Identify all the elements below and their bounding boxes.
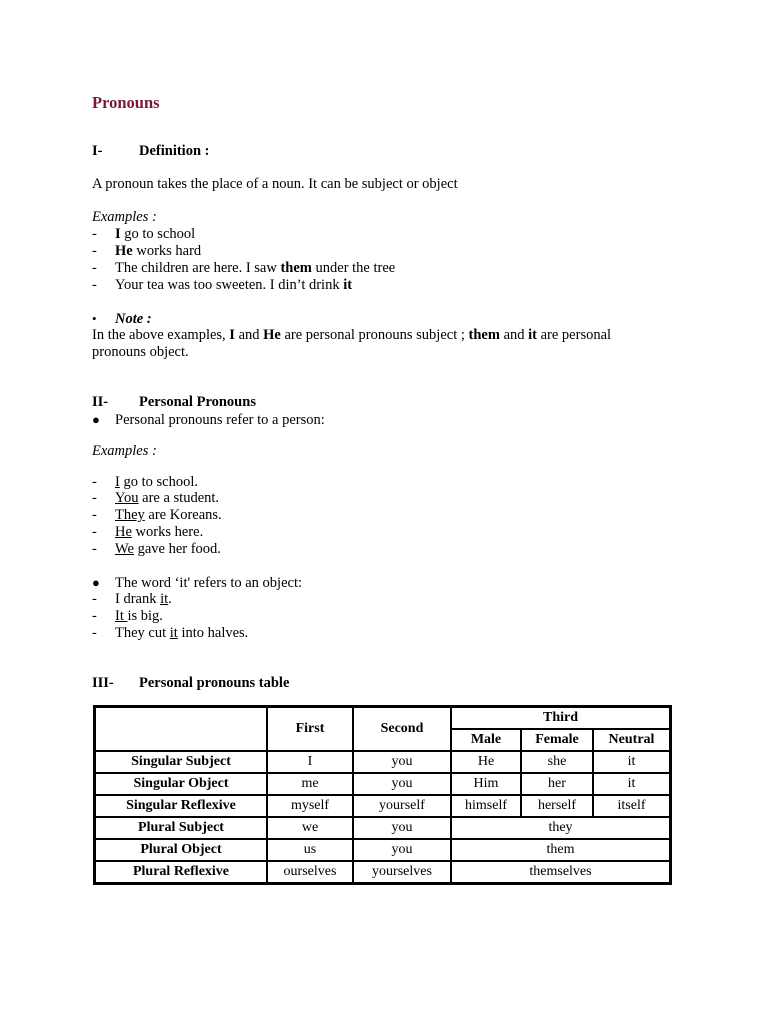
table-row (95, 751, 670, 773)
table-row (95, 773, 670, 795)
section-1-title: Definition : (139, 143, 210, 159)
table-cell: himself (451, 795, 521, 817)
list-item: - He works hard (92, 243, 202, 259)
table-cell: her (521, 773, 593, 795)
row-header: Singular Object (95, 773, 267, 795)
table-cell: herself (521, 795, 593, 817)
table-cell: myself (267, 795, 353, 817)
examples-label: Examples : (92, 443, 157, 459)
table-cell: itself (593, 795, 670, 817)
table-cell: us (267, 839, 353, 861)
table-cell: you (353, 751, 451, 773)
list-item: - You are a student. (92, 490, 220, 506)
table-cell: them (451, 839, 670, 861)
table-cell: themselves (451, 861, 670, 883)
table-cell: you (353, 817, 451, 839)
bullet-item: ● The word ‘it' refers to an object: (92, 575, 303, 591)
table-cell: it (593, 751, 670, 773)
table-header-row (95, 707, 670, 729)
section-3-number: III- (92, 675, 114, 691)
table-cell: He (451, 751, 521, 773)
list-item: - We gave her food. (92, 541, 221, 557)
table-cell: they (451, 817, 670, 839)
table-cell: me (267, 773, 353, 795)
row-header: Plural Object (95, 839, 267, 861)
examples-label: Examples : (92, 209, 157, 225)
table-cell: ourselves (267, 861, 353, 883)
table-row (95, 795, 670, 817)
section-3-title: Personal pronouns table (139, 675, 290, 691)
row-header: Plural Reflexive (95, 861, 267, 883)
list-item: - I go to school (92, 226, 196, 242)
list-item: - He works here. (92, 524, 204, 540)
section-2-title: Personal Pronouns (139, 394, 256, 410)
column-header-second: Second (353, 707, 451, 751)
table-row (95, 839, 670, 861)
pronouns-table (93, 705, 672, 885)
row-header: Singular Subject (95, 751, 267, 773)
table-cell: you (353, 839, 451, 861)
column-header-male: Male (451, 729, 521, 751)
page-title: Pronouns (92, 93, 160, 112)
table-cell: it (593, 773, 670, 795)
bullet-item: ● Personal pronouns refer to a person: (92, 412, 325, 428)
section-2-number: II- (92, 394, 109, 410)
bullet-icon: ● (92, 412, 100, 427)
list-item: - I drank it. (92, 591, 172, 607)
section-2-heading (92, 394, 256, 411)
list-item: - I go to school. (92, 474, 198, 490)
table-cell: we (267, 817, 353, 839)
list-item: - It is big. (92, 608, 163, 624)
section-3-heading (92, 675, 289, 692)
note-heading: • Note : (92, 311, 152, 327)
table-cell: yourself (353, 795, 451, 817)
list-item: - The children are here. I saw them under the tree (92, 260, 396, 276)
row-header: Singular Reflexive (95, 795, 267, 817)
bullet-icon: • (92, 311, 97, 326)
row-header: Plural Subject (95, 817, 267, 839)
table-corner-cell (95, 707, 267, 751)
table-cell: you (353, 773, 451, 795)
table-row (95, 817, 670, 839)
list-item: - Your tea was too sweeten. I din’t drink it (92, 277, 353, 293)
table-cell: Him (451, 773, 521, 795)
column-header-first: First (267, 707, 353, 751)
definition-text: A pronoun takes the place of a noun. It can be subject or object (92, 176, 458, 192)
section-1-heading (92, 143, 209, 160)
note-text: In the above examples, I and He are personal pronouns subject ; them and it are personal pronouns object. (92, 327, 612, 360)
bullet-icon: ● (92, 575, 100, 590)
table-cell: yourselves (353, 861, 451, 883)
column-header-female: Female (521, 729, 593, 751)
column-header-neutral: Neutral (593, 729, 670, 751)
section-1-number: I- (92, 143, 103, 159)
table-cell: she (521, 751, 593, 773)
table-cell: I (267, 751, 353, 773)
column-header-third: Third (451, 707, 670, 729)
table-row (95, 861, 670, 883)
list-item: - They are Koreans. (92, 507, 222, 523)
list-item: - They cut it into halves. (92, 625, 249, 641)
